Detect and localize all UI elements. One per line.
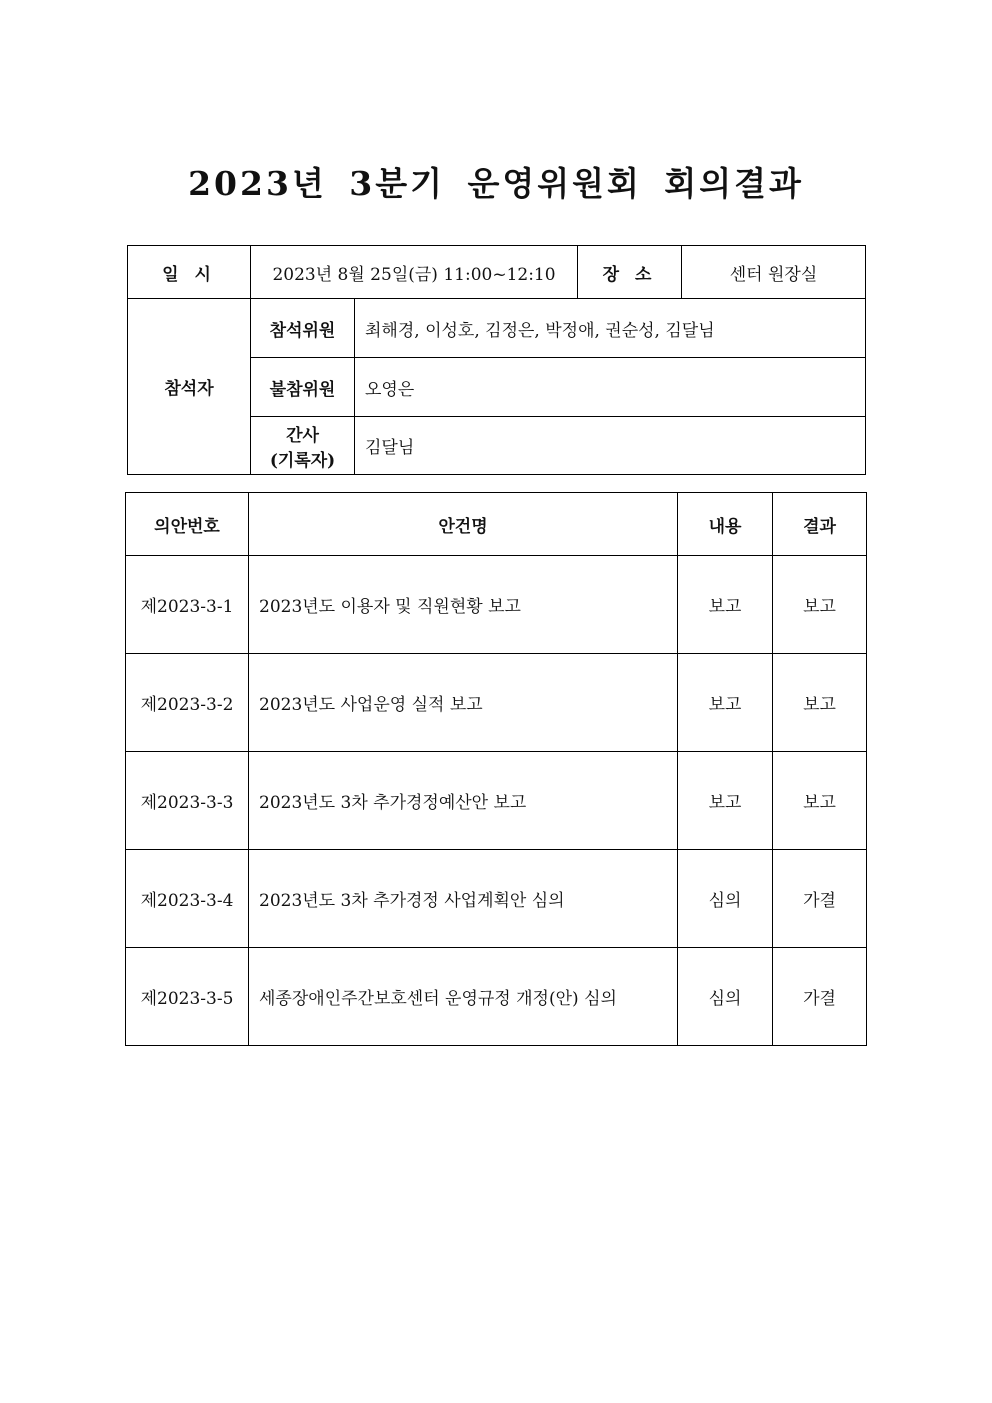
header-number: 의안번호 (126, 493, 249, 556)
table-row (126, 556, 867, 654)
agenda-number: 제2023-3-3 (126, 752, 249, 850)
agenda-type: 보고 (678, 752, 773, 850)
table-row (126, 948, 867, 1046)
table-row (126, 850, 867, 948)
agenda-table (125, 492, 867, 1046)
agenda-topic: 세종장애인주간보호센터 운영규정 개정(안) 심의 (249, 948, 678, 1046)
place-value: 센터 원장실 (682, 246, 866, 299)
date-value: 2023년 8월 25일(금) 11:00~12:10 (251, 246, 578, 299)
agenda-result: 보고 (773, 752, 867, 850)
agenda-number: 제2023-3-1 (126, 556, 249, 654)
date-place-row (128, 246, 866, 299)
agenda-topic: 2023년도 이용자 및 직원현황 보고 (249, 556, 678, 654)
present-row (128, 299, 866, 358)
agenda-result: 가결 (773, 850, 867, 948)
absent-label: 불참위원 (251, 358, 355, 417)
agenda-topic: 2023년도 3차 추가경정 사업계획안 심의 (249, 850, 678, 948)
agenda-type: 심의 (678, 948, 773, 1046)
agenda-type: 보고 (678, 556, 773, 654)
header-result: 결과 (773, 493, 867, 556)
secretary-label (251, 417, 355, 475)
attendees-label: 참석자 (128, 299, 251, 475)
agenda-topic: 2023년도 사업운영 실적 보고 (249, 654, 678, 752)
agenda-number: 제2023-3-4 (126, 850, 249, 948)
agenda-type: 심의 (678, 850, 773, 948)
present-label: 참석위원 (251, 299, 355, 358)
table-row (126, 752, 867, 850)
agenda-result: 보고 (773, 556, 867, 654)
agenda-number: 제2023-3-2 (126, 654, 249, 752)
header-type: 내용 (678, 493, 773, 556)
date-label: 일 시 (128, 246, 251, 299)
present-value: 최해경, 이성호, 김정은, 박정애, 권순성, 김달님 (355, 299, 866, 358)
absent-value: 오영은 (355, 358, 866, 417)
agenda-type: 보고 (678, 654, 773, 752)
secretary-label-line2: (기록자) (269, 450, 336, 471)
header-topic: 안건명 (249, 493, 678, 556)
agenda-result: 보고 (773, 654, 867, 752)
agenda-result: 가결 (773, 948, 867, 1046)
agenda-number: 제2023-3-5 (126, 948, 249, 1046)
page-title: 2023년 3분기 운영위원회 회의결과 (188, 164, 804, 203)
meeting-info-table (127, 245, 866, 475)
agenda-header-row (126, 493, 867, 556)
agenda-topic: 2023년도 3차 추가경정예산안 보고 (249, 752, 678, 850)
secretary-value: 김달님 (355, 417, 866, 475)
place-label: 장 소 (578, 246, 682, 299)
table-row (126, 654, 867, 752)
secretary-label-line1: 간사 (286, 425, 319, 446)
